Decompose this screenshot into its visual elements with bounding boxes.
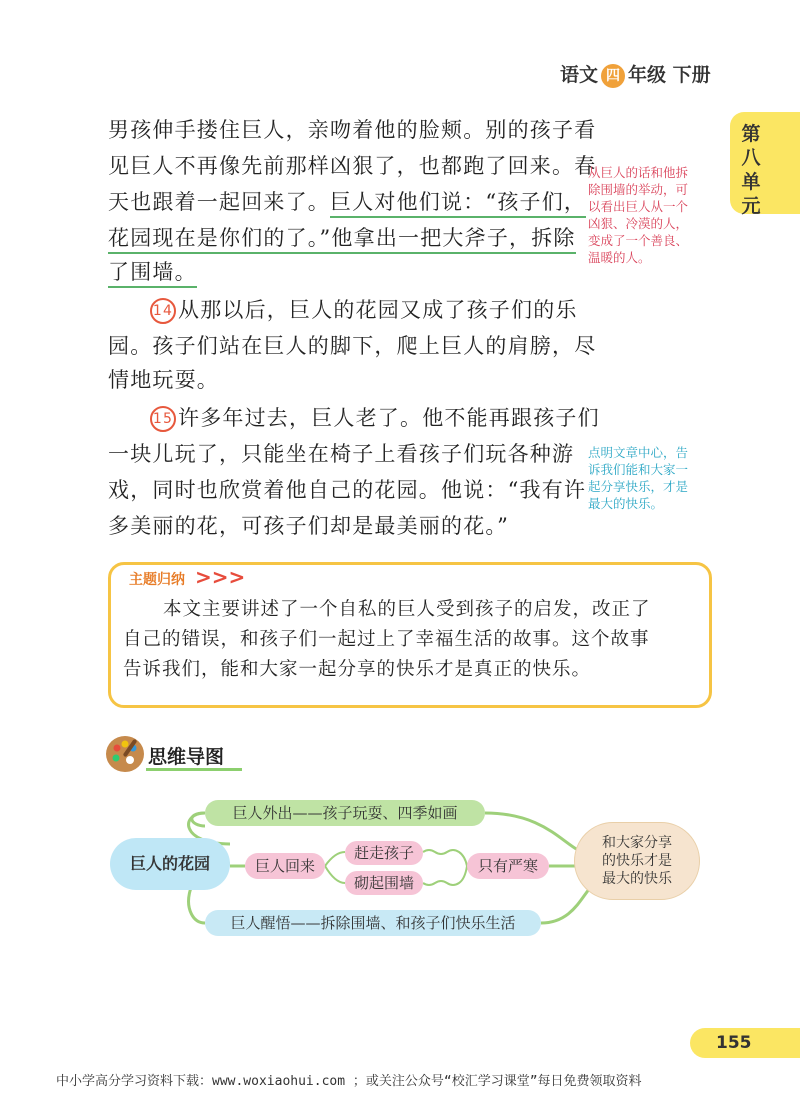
footer-text: 中小学高分学习资料下载：www.woxiaohui.com ；或关注公众号“校汇学习课堂”每日免费领取资料 <box>56 1074 642 1089</box>
mindmap-node-middle: 巨人回来 <box>245 853 325 879</box>
header-title: 语文 四 年级 下册 <box>560 64 711 86</box>
grade-badge: 四 <box>601 64 625 88</box>
paragraph-number: 15 <box>150 406 176 432</box>
side-note-1: 从巨人的话和他拆 除围墙的举动，可 以看出巨人从一个 凶狠、冷漠的人， 变成了一个善良、 温暖的人。 <box>588 165 689 265</box>
text-line: 一块儿玩了，只能坐在椅子上看孩子们玩各种游 <box>108 442 575 466</box>
side-note-2: 点明文章中心，告 诉我们能和大家一 起分享快乐，才是 最大的快乐。 <box>588 445 689 511</box>
text-line: 园。孩子们站在巨人的脚下，爬上巨人的肩膀，尽 <box>108 334 597 358</box>
text-line <box>108 224 576 252</box>
paragraph-14-line: 14 从那以后，巨人的花园又成了孩子们的乐 <box>150 296 578 324</box>
mindmap-node-top: 巨人外出——孩子玩耍、四季如画 <box>205 800 485 826</box>
unit-tab: 第八单元 <box>730 112 800 214</box>
paragraph-number: 14 <box>150 298 176 324</box>
underlined-quote: 巨人对他们说：“孩子们， <box>330 190 586 218</box>
underlined-quote: 了围墙。 <box>108 260 197 288</box>
underlined-quote: 花园现在是你们的了。”他拿出一把大斧子，拆除 <box>108 226 576 254</box>
text-line: 男孩伸手搂住巨人，亲吻着他的脸颊。别的孩子看 <box>108 118 597 142</box>
summary-line: 本文主要讲述了一个自私的巨人受到孩子的启发，改正了 <box>163 599 651 620</box>
mindmap-node-child-1: 赶走孩子 <box>345 841 423 865</box>
heading-underline <box>146 768 242 771</box>
mindmap-conclusion-node: 和大家分享 的快乐才是 最大的快乐 <box>574 822 700 900</box>
palette-icon <box>106 736 144 772</box>
text-line: 情地玩耍。 <box>108 368 219 392</box>
mindmap-center-node: 巨人的花园 <box>110 838 230 890</box>
summary-line: 告诉我们，能和大家一起分享的快乐才是真正的快乐。 <box>123 659 592 680</box>
text-line: 戏，同时也欣赏着他自己的花园。他说：“我有许 <box>108 478 587 502</box>
summary-title: 主题归纳 <box>129 572 185 588</box>
text-line <box>108 258 197 286</box>
text-line: 天也跟着一起回来了。巨人对他们说：“孩子们， <box>108 188 586 216</box>
page-number: 155 <box>690 1028 800 1058</box>
mindmap-node-bottom: 巨人醒悟——拆除围墙、和孩子们快乐生活 <box>205 910 541 936</box>
text-line: 多美丽的花，可孩子们却是最美丽的花。” <box>108 514 510 538</box>
arrows-icon: >>> <box>195 565 246 589</box>
mindmap-node-child-2: 砌起围墙 <box>345 871 423 895</box>
summary-box <box>108 562 712 708</box>
mindmap-heading: 思维导图 <box>148 746 225 768</box>
mindmap-node-harsh: 只有严寒 <box>467 853 549 879</box>
summary-line: 自己的错误，和孩子们一起过上了幸福生活的故事。这个故事 <box>123 629 650 650</box>
paragraph-15-line: 15 许多年过去，巨人老了。他不能再跟孩子们 <box>150 404 600 432</box>
text-line: 见巨人不再像先前那样凶狠了，也都跑了回来。春 <box>108 154 597 178</box>
